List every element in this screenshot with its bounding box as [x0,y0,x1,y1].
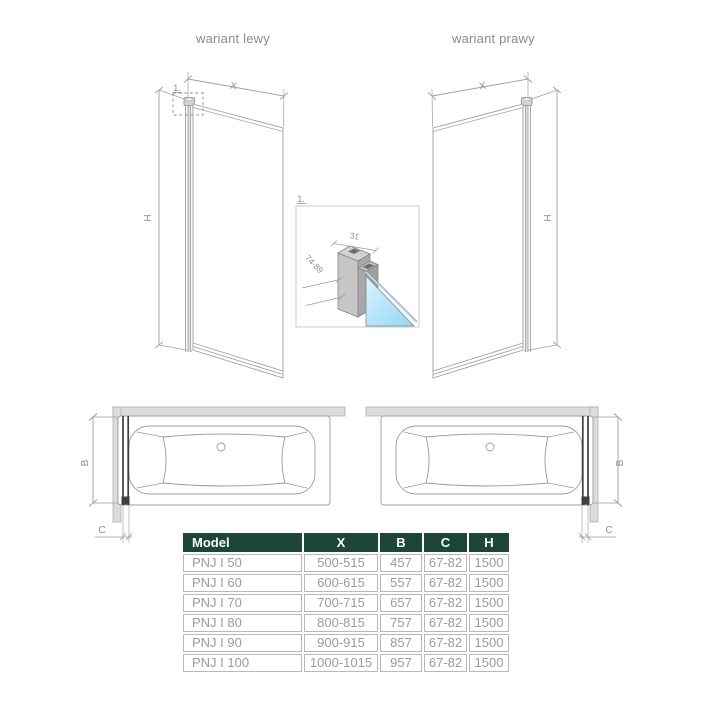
model-cell: PNJ I 100 [183,654,302,672]
variant-right-label: wariant prawy [452,31,535,46]
left-tub-b-label: B [80,459,91,467]
model-cell: PNJ I 50 [183,554,302,572]
col-header-b: B [380,533,422,552]
table-row [183,614,509,632]
h-cell: 1500 [469,574,509,592]
b-cell: 557 [380,574,422,592]
col-header-h: H [469,533,509,552]
right-panel-drawing [428,72,561,378]
model-cell: PNJ I 90 [183,634,302,652]
spec-table-header-row [183,533,509,552]
variant-left-label: wariant lewy [196,31,270,46]
b-cell: 657 [380,594,422,612]
spec-table [181,531,511,674]
b-cell: 957 [380,654,422,672]
left-panel-drawing [143,72,288,378]
profile-depth-range-label: 74-89 [303,252,326,276]
x-cell: 700-715 [304,594,378,612]
col-header-model: Model [183,533,302,552]
table-row [183,574,509,592]
detail-inset-ref-label: 1. [297,194,305,204]
right-panel-width-label: X [478,80,487,93]
h-cell: 1500 [469,614,509,632]
model-cell: PNJ I 60 [183,574,302,592]
b-cell: 457 [380,554,422,572]
x-cell: 800-815 [304,614,378,632]
profile-width-dim-label: 31 [349,230,360,242]
c-cell: 67-82 [424,634,467,652]
detail-ref-label: 1. [173,83,181,93]
right-panel-height-label: H [543,214,554,222]
left-tub-c-label: C [98,525,106,536]
profile-detail-inset [296,194,419,327]
right-tub-b-label: B [615,459,626,467]
left-bathtub-drawing [80,407,345,543]
c-cell: 67-82 [424,614,467,632]
c-cell: 67-82 [424,654,467,672]
left-panel-height-label: H [143,214,154,222]
h-cell: 1500 [469,594,509,612]
c-cell: 67-82 [424,574,467,592]
h-cell: 1500 [469,634,509,652]
c-cell: 67-82 [424,594,467,612]
c-cell: 67-82 [424,554,467,572]
x-cell: 600-615 [304,574,378,592]
col-header-c: C [424,533,467,552]
x-cell: 1000-1015 [304,654,378,672]
table-row [183,594,509,612]
h-cell: 1500 [469,554,509,572]
right-bathtub-drawing [366,407,626,543]
left-panel-width-label: X [229,80,238,93]
table-row [183,634,509,652]
table-row [183,654,509,672]
b-cell: 757 [380,614,422,632]
h-cell: 1500 [469,654,509,672]
col-header-x: X [304,533,378,552]
model-cell: PNJ I 80 [183,614,302,632]
x-cell: 900-915 [304,634,378,652]
model-cell: PNJ I 70 [183,594,302,612]
b-cell: 857 [380,634,422,652]
right-tub-c-label: C [605,525,613,536]
table-row [183,554,509,572]
x-cell: 500-515 [304,554,378,572]
